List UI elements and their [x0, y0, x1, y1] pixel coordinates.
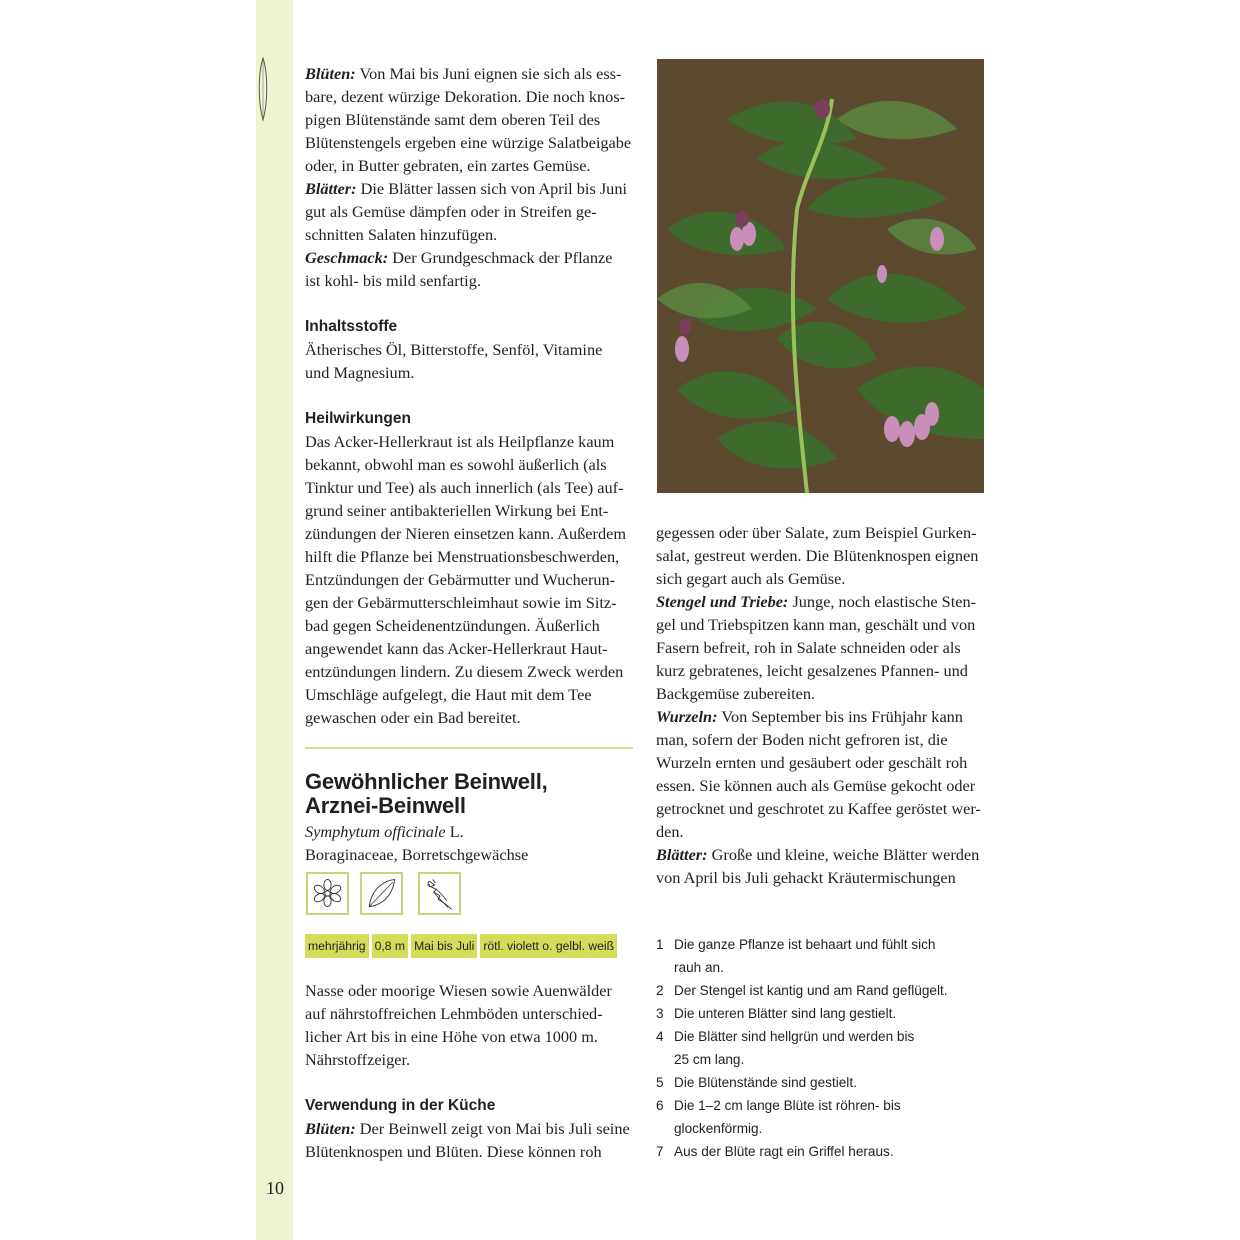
- text-line: [305, 269, 635, 292]
- leaf-icon: [360, 872, 403, 915]
- line-text: sich gegart auch als Gemüse.: [656, 569, 846, 588]
- line-text: Der Beinwell zeigt von Mai bis Juli seine: [359, 1119, 630, 1138]
- text-line: [656, 682, 988, 705]
- text-line: [656, 659, 988, 682]
- feature-number: 2: [656, 983, 664, 998]
- text-line: [656, 866, 988, 889]
- text-line: [305, 1140, 635, 1163]
- line-text: Wurzeln ernten und gesäubert oder geschält roh: [656, 753, 968, 772]
- feature-item: [656, 1048, 996, 1071]
- line-text: Fasern befreit, roh in Salate schneiden oder als: [656, 638, 961, 657]
- text-line: [656, 774, 988, 797]
- text-line: [305, 108, 635, 131]
- text-line: [305, 223, 635, 246]
- left-column: [305, 62, 635, 729]
- text-line: [305, 62, 635, 85]
- line-text: bare, dezent würzige Dekoration. Die noch knos-: [305, 87, 626, 106]
- attribute-tags: [305, 934, 617, 958]
- line-text: oder, in Butter gebraten, ein zartes Gemüse.: [305, 156, 591, 175]
- healing-text: [305, 430, 635, 729]
- feature-text: Der Stengel ist kantig und am Rand geflügelt.: [674, 983, 948, 998]
- text-line: Nasse oder moorige Wiesen sowie Auenwälder: [305, 981, 612, 1000]
- text-line: [656, 544, 988, 567]
- text-line: entzündungen lindern. Zu diesem Zweck werden: [305, 662, 624, 681]
- line-text: getrocknet und geschrotet zu Kaffee geröstet wer-: [656, 799, 981, 818]
- text-line: [305, 177, 635, 200]
- feature-number: 7: [656, 1144, 664, 1159]
- line-text: salat, gestreut werden. Die Blütenknospen eignen: [656, 546, 979, 565]
- feature-number: 5: [656, 1075, 664, 1090]
- text-line: hilft die Pflanze bei Menstruationsbeschwerden,: [305, 547, 620, 566]
- feature-text: Die ganze Pflanze ist behaart und fühlt sich: [674, 937, 936, 952]
- feature-number: 3: [656, 1006, 664, 1021]
- text-line: gewaschen oder ein Bad bereitet.: [305, 708, 521, 727]
- text-line: bekannt, obwohl man es sowohl äußerlich (als: [305, 455, 607, 474]
- line-text: Backgemüse zubereiten.: [656, 684, 816, 703]
- feature-item: [656, 956, 996, 979]
- text-line: [305, 131, 635, 154]
- feature-item: [656, 1002, 996, 1025]
- line-text: gel und Triebspitzen kann man, geschält und von: [656, 615, 976, 634]
- tag-lifespan: mehrjährig: [305, 934, 369, 958]
- line-text: den.: [656, 822, 684, 841]
- text-line: [656, 705, 988, 728]
- text-line: Das Acker-Hellerkraut ist als Heilpflanze kaum: [305, 432, 615, 451]
- text-line: bad gegen Scheidenentzündungen. Äußerlich: [305, 616, 600, 635]
- feature-item: [656, 1117, 996, 1140]
- line-text: gegessen oder über Salate, zum Beispiel Gurken-: [656, 523, 977, 542]
- tag-flower-color: rötl. violett o. gelbl. weiß: [480, 934, 617, 958]
- plant-family: Boraginaceae, Borretschgewächse: [305, 845, 529, 864]
- line-text: Große und kleine, weiche Blätter werden: [711, 845, 980, 864]
- line-text: Von Mai bis Juni eignen sie sich als ess-: [359, 64, 622, 83]
- inline-label: Stengel und Triebe:: [656, 592, 789, 611]
- feature-item: [656, 1140, 996, 1163]
- text-line: [305, 200, 635, 223]
- line-text: von April bis Juli gehackt Kräutermischungen: [656, 868, 956, 887]
- line-text: Junge, noch elastische Sten-: [792, 592, 977, 611]
- inline-label: Blätter:: [656, 845, 708, 864]
- latin-name: [305, 820, 464, 843]
- species-title-line: Gewöhnlicher Beinwell,: [305, 769, 548, 794]
- species-title-line: Arznei-Beinwell: [305, 793, 466, 818]
- feature-number: 1: [656, 937, 664, 952]
- species-title: [305, 770, 635, 818]
- line-text: Der Grundgeschmack der Pflanze: [392, 248, 613, 267]
- line-text: gut als Gemüse dämpfen oder in Streifen ge-: [305, 202, 597, 221]
- feature-item: [656, 1094, 996, 1117]
- text-line: und Magnesium.: [305, 363, 415, 382]
- text-line: licher Art bis in eine Höhe von etwa 1000 m.: [305, 1027, 598, 1046]
- text-line: [656, 613, 988, 636]
- feature-text: rauh an.: [674, 960, 724, 975]
- text-line: [656, 843, 988, 866]
- latin-author: L.: [445, 822, 464, 841]
- feature-number: 6: [656, 1098, 664, 1113]
- tag-bloom-period: Mai bis Juli: [411, 934, 477, 958]
- text-line: grund seiner antibakteriellen Wirkung bei Ent-: [305, 501, 609, 520]
- text-line: [305, 1117, 635, 1140]
- intro-paragraph: [305, 62, 635, 292]
- feature-text: glockenförmig.: [674, 1121, 763, 1136]
- line-text: Die Blätter lassen sich von April bis Juni: [360, 179, 627, 198]
- feature-number: 4: [656, 1029, 664, 1044]
- feature-number: [656, 956, 674, 979]
- line-text: Von September bis ins Frühjahr kann: [721, 707, 963, 726]
- root-icon: [418, 872, 461, 915]
- line-text: man, sofern der Boden nicht gefroren ist, die: [656, 730, 948, 749]
- text-line: [305, 154, 635, 177]
- feature-text: Die 1–2 cm lange Blüte ist röhren- bis: [674, 1098, 901, 1113]
- margin-band: [256, 0, 293, 1240]
- inline-label: Blüten:: [305, 1119, 356, 1138]
- feature-item: [656, 1025, 996, 1048]
- line-text: ist kohl- bis mild senfartig.: [305, 271, 481, 290]
- feature-list: [656, 933, 996, 1163]
- right-column: [656, 521, 988, 889]
- text-line: Nährstoffzeiger.: [305, 1050, 411, 1069]
- ingredients-heading: Inhaltsstoffe: [305, 318, 398, 335]
- text-line: [305, 246, 635, 269]
- line-text: Blütenstengels ergeben eine würzige Salatbeigabe: [305, 133, 632, 152]
- section-divider: [305, 747, 633, 749]
- healing-heading: Heilwirkungen: [305, 410, 411, 427]
- feature-item: [656, 1071, 996, 1094]
- inline-label: Wurzeln:: [656, 707, 718, 726]
- latin-binomial: Symphytum officinale: [305, 822, 446, 841]
- line-text: kurz gebratenes, leicht gesalzenes Pfannen- und: [656, 661, 968, 680]
- feature-text: 25 cm lang.: [674, 1052, 745, 1067]
- text-line: angewendet kann das Acker-Hellerkraut Haut-: [305, 639, 608, 658]
- line-text: pigen Blütenstände samt dem oberen Teil des: [305, 110, 601, 129]
- text-line: zündungen der Nieren einsetzen kann. Außerdem: [305, 524, 626, 543]
- feature-number: [656, 1117, 674, 1140]
- text-line: [656, 728, 988, 751]
- text-line: Tinktur und Tee) als auch innerlich (als Tee) auf-: [305, 478, 624, 497]
- text-line: [656, 590, 988, 613]
- inline-label: Geschmack:: [305, 248, 389, 267]
- leaf-marker-icon: [256, 56, 270, 122]
- kitchen-heading: Verwendung in der Küche: [305, 1097, 496, 1114]
- feature-text: Die Blütenstände sind gestielt.: [674, 1075, 857, 1090]
- feature-number: [656, 1048, 674, 1071]
- page-number: 10: [266, 1178, 284, 1198]
- inline-label: Blätter:: [305, 179, 357, 198]
- habitat-text: [305, 979, 635, 1071]
- text-line: [656, 751, 988, 774]
- inline-label: Blüten:: [305, 64, 356, 83]
- comfrey-photo: [657, 59, 984, 493]
- line-text: essen. Sie können auch als Gemüse gekocht oder: [656, 776, 976, 795]
- line-text: schnitten Salaten hinzufügen.: [305, 225, 498, 244]
- feature-item: [656, 933, 996, 956]
- feature-item: [656, 979, 996, 1002]
- text-line: [656, 820, 988, 843]
- text-line: [656, 797, 988, 820]
- kitchen-text: [305, 1117, 635, 1163]
- feature-text: Die unteren Blätter sind lang gestielt.: [674, 1006, 897, 1021]
- text-line: Umschläge aufgelegt, die Haut mit dem Tee: [305, 685, 592, 704]
- text-line: gen der Gebärmutterschleimhaut sowie im Sitz-: [305, 593, 617, 612]
- text-line: [656, 521, 988, 544]
- ingredients-text: [305, 338, 635, 384]
- feature-text: Die Blätter sind hellgrün und werden bis: [674, 1029, 915, 1044]
- tag-height: 0,8 m: [372, 934, 408, 958]
- line-text: Blütenknospen und Blüten. Diese können roh: [305, 1142, 602, 1161]
- text-line: Ätherisches Öl, Bitterstoffe, Senföl, Vitamine: [305, 340, 603, 359]
- text-line: Entzündungen der Gebärmutter und Wucherun-: [305, 570, 616, 589]
- text-line: [656, 567, 988, 590]
- text-line: auf nährstoffreichen Lehmböden unterschied-: [305, 1004, 603, 1023]
- text-line: [656, 636, 988, 659]
- flower-icon: [306, 872, 349, 915]
- species-text: [305, 979, 635, 1163]
- feature-text: Aus der Blüte ragt ein Griffel heraus.: [674, 1144, 894, 1159]
- text-line: [305, 85, 635, 108]
